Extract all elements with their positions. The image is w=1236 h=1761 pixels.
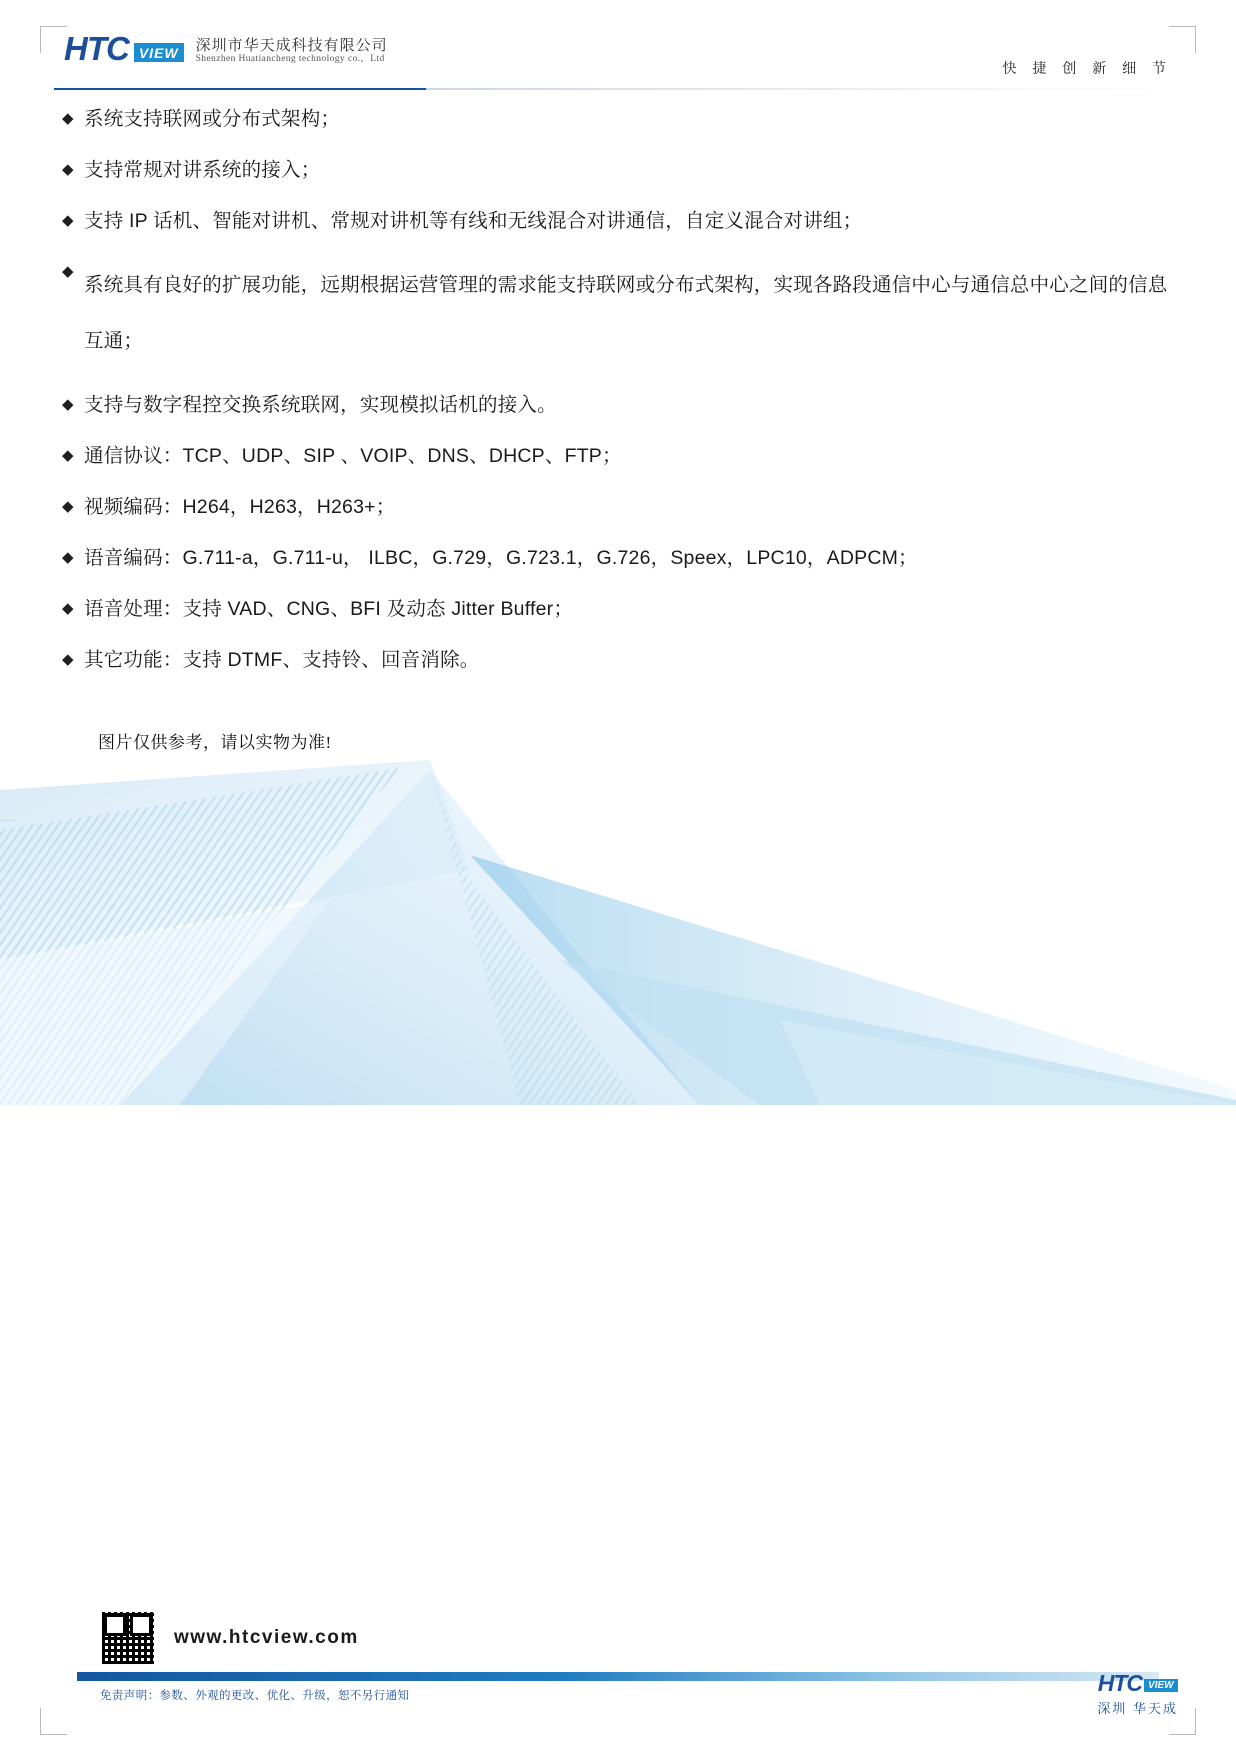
website-url[interactable]: www.htcview.com <box>174 1627 359 1648</box>
header-slogan: 快 捷 创 新 细 节 <box>1002 60 1172 76</box>
list-item <box>54 441 1182 471</box>
list-item-text: 其它功能：支持 DTMF、支持铃、回音消除。 <box>84 649 480 671</box>
crop-mark-bottom-left <box>40 1708 67 1735</box>
diamond-bullet-icon: ◆ <box>62 447 74 464</box>
diamond-bullet-icon: ◆ <box>62 110 74 127</box>
list-item <box>54 543 1182 573</box>
list-item-text: 支持常规对讲系统的接入； <box>84 159 321 181</box>
list-item <box>54 257 1182 369</box>
diamond-bullet-icon: ◆ <box>62 498 74 515</box>
list-item <box>54 594 1182 624</box>
header-logo <box>64 32 388 65</box>
qr-code-icon <box>100 1610 156 1666</box>
company-name-cn: 深圳市华天成科技有限公司 <box>195 36 388 54</box>
list-item-text: 视频编码：H264，H263，H263+； <box>84 496 396 518</box>
diamond-bullet-icon: ◆ <box>62 600 74 617</box>
list-item-text: 通信协议：TCP、UDP、SIP 、VOIP、DNS、DHCP、FTP； <box>84 445 622 467</box>
page-header <box>54 30 1182 88</box>
decorative-graphic <box>0 760 1236 1105</box>
list-item <box>54 104 1182 134</box>
list-item-text: 语音编码：G.711-a，G.711-u， ILBC，G.729，G.723.1，G.726，Speex，LPC10，ADPCM； <box>84 547 918 569</box>
header-divider <box>54 88 1182 90</box>
footer-logo-mark: HTC <box>1097 1670 1143 1696</box>
diamond-bullet-icon: ◆ <box>62 396 74 413</box>
footer-divider-bar <box>77 1672 1159 1681</box>
footer-disclaimer: 免责声明：参数、外观的更改、优化、升级，恕不另行通知 <box>100 1690 410 1702</box>
list-item <box>54 492 1182 522</box>
list-item-text: 语音处理：支持 VAD、CNG、BFI 及动态 Jitter Buffer； <box>84 598 574 620</box>
list-item-text: 支持与数字程控交换系统联网，实现模拟话机的接入。 <box>84 394 557 416</box>
feature-list <box>54 104 1182 696</box>
logo-view-badge: VIEW <box>134 43 184 62</box>
list-item <box>54 645 1182 675</box>
list-item <box>54 155 1182 185</box>
company-name-en: Shenzhen Huatiancheng technology co.，Ltd <box>195 54 385 65</box>
diamond-bullet-icon: ◆ <box>62 651 74 668</box>
company-name-block <box>196 37 388 65</box>
reference-note: 图片仅供参考，请以实物为准! <box>98 733 332 752</box>
list-item-text: 系统具有良好的扩展功能，远期根据运营管理的需求能支持联网或分布式架构，实现各路段通信中心与通信总中心之间的信息互通； <box>84 274 1168 352</box>
diamond-bullet-icon: ◆ <box>62 549 74 566</box>
footer-logo <box>1097 1672 1178 1717</box>
footer-logo-cn: 深圳 华天成 <box>1097 1701 1178 1716</box>
list-item-text: 系统支持联网或分布式架构； <box>84 108 341 130</box>
list-item <box>54 206 1182 236</box>
diamond-bullet-icon: ◆ <box>62 263 74 280</box>
diamond-bullet-icon: ◆ <box>62 212 74 229</box>
list-item-text: 支持 IP 话机、智能对讲机、常规对讲机等有线和无线混合对讲通信，自定义混合对讲组； <box>84 210 863 232</box>
list-item <box>54 390 1182 420</box>
logo-mark-text: HTC <box>64 30 129 67</box>
footer-logo-badge: VIEW <box>1144 1679 1178 1692</box>
diamond-bullet-icon: ◆ <box>62 161 74 178</box>
